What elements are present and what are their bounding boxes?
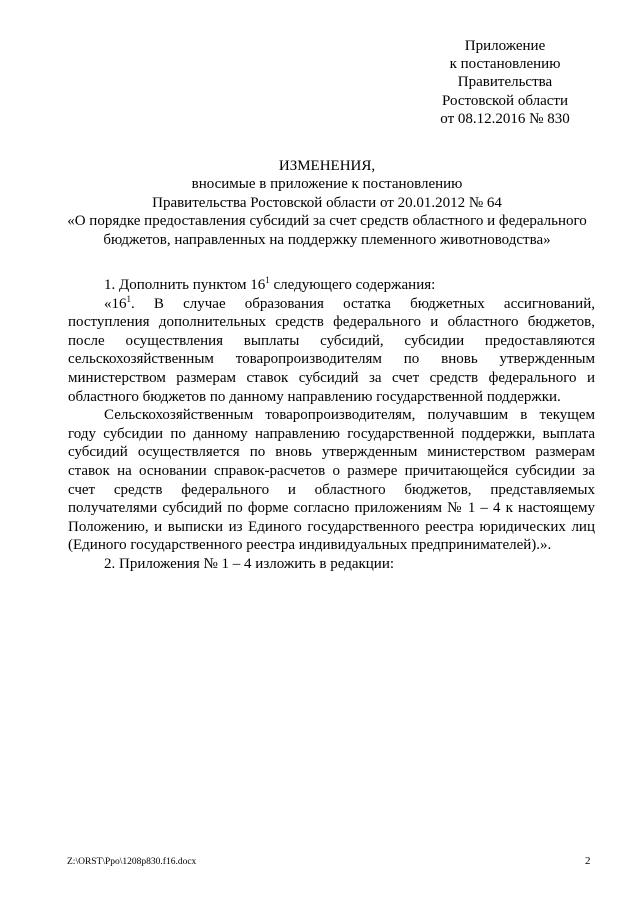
appendix-line: Правительства	[457, 74, 553, 91]
paragraph-16-line: сельскохозяйственным товаропроизводителям по вновь утвержденным	[68, 351, 595, 368]
item-1-superscript: 1	[265, 275, 270, 285]
paragraph-16-line: после осуществления выплаты субсидий, субсидии предоставляются	[68, 332, 595, 349]
page-number: 2	[585, 855, 591, 867]
item-2: 2. Приложения № 1 – 4 изложить в редакции:	[104, 555, 395, 572]
heading-line: бюджетов, направленных на поддержку племенного животноводства»	[103, 231, 551, 248]
paragraph-2-line: (Единого государственного реестра индивидуальных предпринимателей).».	[68, 537, 552, 554]
heading-line: вносимые в приложение к постановлению	[191, 176, 463, 193]
paragraph-2-line: счет средств федерального и областного бюджетов, представляемых	[68, 481, 595, 498]
item-1-text: 1. Дополнить пунктом 16	[104, 277, 266, 293]
paragraph-16-line: министерством размерам ставок субсидий за счет средств федерального и	[68, 369, 595, 386]
appendix-line: к постановлению	[449, 56, 561, 73]
paragraph-16-line	[68, 295, 595, 314]
paragraph-2-line: Сельскохозяйственным товаропроизводителям, получавшим в текущем	[104, 407, 595, 424]
paragraph-16-number: «16	[104, 295, 127, 312]
appendix-line: Приложение	[464, 38, 546, 54]
document-body	[68, 276, 595, 574]
heading-title: ИЗМЕНЕНИЯ,	[278, 158, 376, 174]
paragraph-2-line: получателями субсидий по форме согласно приложениям № 1 – 4 к настоящему	[68, 500, 595, 517]
paragraph-2-line: ставок на основании справок-расчетов о размере причитающейся субсидии за	[68, 462, 595, 479]
item-1-text-end: следующего содержания:	[269, 277, 436, 293]
heading-line: «О порядке предоставления субсидий за счет средств областного и федерального	[67, 213, 587, 230]
paragraph-16-line: поступления дополнительных средств федерального и областного бюджетов,	[68, 314, 595, 331]
paragraph-2-line: году субсидии по данному направлению государственной поддержки, выплата	[68, 425, 595, 442]
paragraph-2-line: Положению, и выписки из Единого государственного реестра юридических лиц	[68, 518, 595, 535]
paragraph-16-superscript: 1	[126, 293, 131, 304]
item-1	[68, 276, 595, 295]
footer-file-path: Z:\ORST\Ppo\1208p830.f16.docx	[67, 857, 197, 867]
appendix-block	[415, 37, 595, 128]
document-heading	[52, 157, 602, 249]
appendix-line: Ростовской области	[442, 92, 568, 109]
heading-line: Правительства Ростовской области от 20.01.2012 № 64	[152, 194, 502, 211]
appendix-line: от 08.12.2016 № 830	[440, 110, 570, 127]
paragraph-16-line: областного бюджетов по данному направлению государственной поддержки.	[68, 388, 561, 405]
paragraph-2-line: субсидий осуществляется по вновь утвержденным министерством размерам	[68, 444, 595, 461]
paragraph-16-text: . В случае образования остатка бюджетных ассигнований,	[131, 295, 595, 312]
